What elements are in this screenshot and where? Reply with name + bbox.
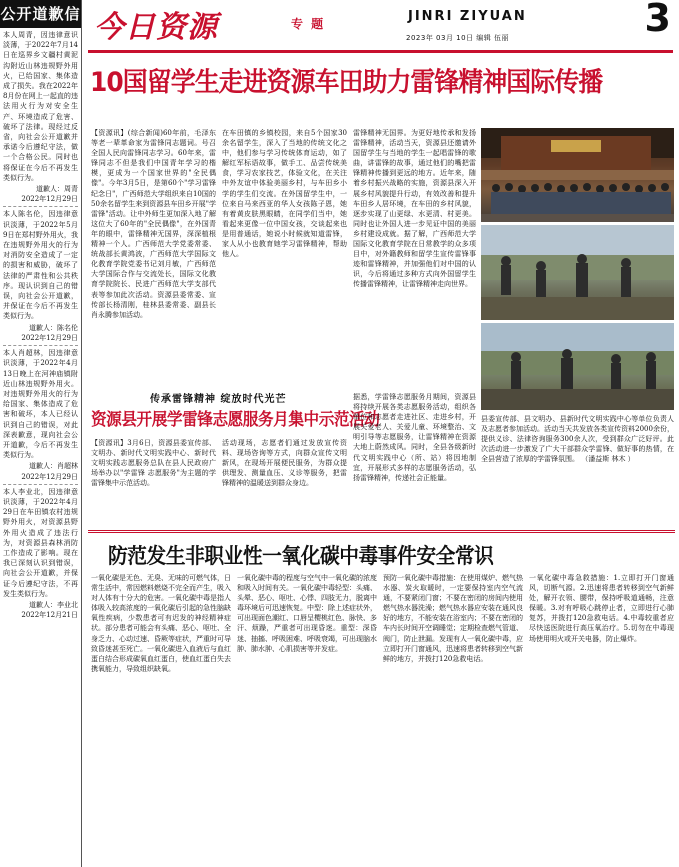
notice-signature: 道歉人：肖超林 (29, 462, 78, 471)
apology-column-header: 公开道歉信 (0, 0, 81, 28)
article1-column: 雷锋精神无国界。为更好地传承和发扬雷锋精神，活动当天，资源县还邀请外国留学生与当地的学生一起唱雷锋的歌曲，讲雷锋的故事，通过他们的嘴把雷锋精神传播到更远的地方。近年来，随着乡村振兴战略的实施，资源县深入开展乡村风貌提升行动，有效改善和提升车田乡人居环境，在车田的乡村风貌，逐步实现了山更绿、水更清、村更美。同时也让外国人进一步见证中国的美丽乡村建设成就。据了解，广西师范大学国际文化教育学院在日常教学的众多项目中，对外籍教师和留学生宣传雷锋事迹和雷锋精神，并加强他们对中国的认识，今后将通过多种方式向外国留学生传播雷锋精神，让雷锋精神走向世界。 (353, 129, 476, 289)
edition-label: 专 题 (291, 17, 326, 31)
article1-column: 在车田镇的乡镇校园，来自5个国家30余名留学生，深入了当地的传统文化之中，他们参与学习传统体育运动，如了解红军标语故事，做手工、品尝传统美食，学习农家技艺，体验文化，在关注中外友谊中体验美丽乡村，与车田乡小学的学生们交流。在外国留学生中，一位来自马来西亚的华人女孩陈子恩，她有着黄皮肤黑眼睛，在同学们当中，她看起来更像一位中国女孩，交谈起来也是用普通话，她说小时候就知道雷锋，家人从小也教育她学习雷锋精神，帮助他人。 (222, 129, 347, 259)
article3-headline: 防范发生非职业性一氧化碳中毒事件安全常识 (108, 544, 494, 568)
article3-column: 一氧化碳中毒的程度与空气中一氧化碳的浓度和吸入时间有关。一氧化碳中毒轻型：头痛、头晕、恶心、呕吐、心悸、四肢无力，脱离中毒环境后可迅速恢复。中型：除上述症状外，可出现面色潮红、口唇呈樱桃红色、脉快、多汗、烦躁，严重者可出现昏迷。重型：深昏迷、抽搐、呼吸困难、呼吸衰竭，可出现脑水肿、肺水肿、心肌损害等并发症。 (237, 574, 377, 653)
notice-text: 本人周青，因违律意识淡薄，于2022年7月14日在巡界乡文疆村黄泥沟附近山林违规野外用火，已给国家、集体造成了损失。我在2022年8月份在网上一起直的违法用火行为对安全生产、环境造成了危害、破坏了法律。现经过反省，向社会公开道歉并承诺今后遵纪守法，做一个合格公民。同时也将保证在今后不再发生类似行为。 (3, 31, 78, 182)
apology-notice (0, 28, 81, 204)
article2-column: 活动现场，志愿者们通过发放宣传资料、现场咨询等方式，向群众宣传文明新风，在现场开展便民服务，为群众提供理发、测量血压、义诊等服务，把雷锋精神的温暖送到群众身边。 (222, 439, 347, 488)
article2-kicker: 传承雷锋精神 绽放时代光芒 (150, 394, 287, 405)
article2-column: 【资源讯】3月6日，资源县委宣传部、文明办、新时代文明实践中心、新时代文明实践志愿服务总队在县人民政府广场举办以"学雷锋 志愿服务"为主题的学雷锋集中示范活动。 (91, 439, 216, 488)
page-number: 3 (644, 0, 671, 40)
notice-signature: 道歉人：李业北 (29, 600, 78, 609)
apology-column (0, 0, 82, 867)
article1-column: 【资源讯】(综合新闻)60年前，毛泽东等老一辈革命家为雷锋同志题词。号召全国人民向雷锋同志学习。60年来，雷锋同志不但是我们中国青年学习的楷模，更成为一个国家世界的"全民偶像"。今年3月5日，是第60个"学习雷锋纪念日"，广西师范大学组织来自10国的50余名留学生来到资源县车田乡开展"学雷锋"活动。让中外师生更加深入地了解这位大了60年的"全民偶像"，在外国青年的眼中，雷锋精神无国界，深深植根精神一个人。广西师范大学党委常委、统战部长黄鸿波，广西师范大学国际文化教育学院党委书记刘月敏，广西师范大学国际合作与交流处长，国际文化教育学院院长、民进广西师范大学支部代表等参加此次活动。资源县委常委、宣传部长杨清刚，桂林县委常委、副县长肖永腾参加活动。 (91, 129, 216, 319)
article2-byline: （潘益斯 林木 ） (581, 455, 635, 464)
notice-text: 本人李业北，因违律意识淡薄，于2022年4月29日在车田镇农村违规野外用火，对资源县野外用火造成了违法行为，对资源县森林消防工作造成了影响。现在我已深刻认识到错误，向社会公开道歉，并保证今后遵纪守法，不再发生类似行为。 (3, 487, 78, 598)
notice-text: 本人肖超林，因违律意识淡薄，于2022年4月13日晚上在河神庙镇附近山林违规野外用火。对违规野外用火的行为给国家、集体造成了危害和破坏，本人已经认识到自己的错误，对此深表歉意，现向社会公开道歉，今后不再发生类似行为。 (3, 349, 78, 460)
article1-headline: 10国留学生走进资源车田助力雷锋精神国际传播 (90, 67, 603, 98)
notice-signature: 道歉人：周青 (36, 185, 78, 194)
notice-date: 2022年12月29日 (21, 195, 78, 204)
paper-pinyin-name: JINRI ZIYUAN (408, 9, 527, 24)
notice-signature: 道歉人：陈名伦 (29, 323, 78, 332)
article2-column-text: 县委宣传部、县文明办、县新时代文明实践中心等单位负责人及志愿者参加活动。活动当天共发放各类宣传资料2000余份，提供义诊、法律咨询服务300余人次，受到群众广泛好评。此次活动进一步激发了广大干部群众学雷锋、做好事的热情，在全县营造了浓厚的学雷锋氛围。 (481, 415, 674, 464)
article3-column: 一氧化碳是无色、无臭、无味的可燃气体，日常生活中，常因燃料燃烧不完全而产生，吸入对人体有十分大的危害。一氧化碳中毒是指人体吸入较高浓度的一氧化碳后引起的急性脑缺氧性疾病，少数患者可有迟发的神经精神症状。部分患者可能会有头痛、恶心、呕吐、全身乏力、心动过速、昏厥等症状，严重时可导致昏迷甚至死亡。一氧化碳进入血液后与血红蛋白结合形成碳氧血红蛋白，使血红蛋白失去携氧能力，导致组织缺氧。 (91, 574, 231, 673)
article3-column: 一氧化碳中毒急救措施：1.立即打开门窗通风，切断气源。2.迅速将患者转移到空气新鲜处，解开衣领、腰带，保持呼吸道通畅，注意保暖。3.对有呼吸心跳停止者，立即进行心肺复苏，并拨打120急救电话。4.中毒较重者应尽快送医院进行高压氧治疗。5.切勿在中毒现场使用明火或开关电器，防止爆炸。 (529, 574, 674, 643)
group-photo-temple (481, 128, 674, 222)
section-divider (88, 530, 675, 533)
students-village-photo (481, 323, 674, 410)
article2-column (481, 414, 674, 464)
notice-date: 2022年12月21日 (21, 611, 78, 620)
masthead-rule (88, 50, 673, 53)
notice-text: 本人陈名伦，因违律意识淡薄，于2022年5月9日在郑村野外用火，我在违规野外用火的行为对消防安全造成了一定的损害和威胁，破坏了法律的严肃性和公共秩序。现认识到自己的错误，向社会公开道歉，并保证在今后不再发生类似行为。 (3, 210, 78, 321)
notice-date: 2022年12月29日 (21, 472, 78, 481)
article2-column: 据悉，学雷锋志愿服务月期间，资源县将持续开展各类志愿服务活动，组织各单位和志愿者走进社区、走进乡村，开展关爱老人、关爱儿童、环境整治、文明引导等志愿服务，让雷锋精神在资源大地上蔚然成风。同时，全县各级新时代文明实践中心（所、站）将因地制宜，开展形式多样的志愿服务活动，弘扬雷锋精神，传递社会正能量。 (353, 393, 476, 482)
article3-column: 预防一氧化碳中毒措施：在使用煤炉、燃气热水器、炭火取暖时，一定要保持室内空气流通，不要紧闭门窗；不要在密闭的房间内使用燃气热水器洗澡；燃气热水器应安装在通风良好的地方，不能安装在浴室内；不要在密闭的车内长时间开空调睡觉；定期检查燃气管道、阀门，防止泄漏。发现有人一氧化碳中毒，应立即打开门窗通风，迅速将患者转移到空气新鲜的地方，并拨打120急救电话。 (383, 574, 523, 663)
apology-notice (0, 346, 81, 482)
newspaper-logo: 今日资源 (94, 10, 218, 45)
notice-date: 2022年12月29日 (21, 333, 78, 342)
masthead (86, 0, 679, 52)
apology-notice (0, 207, 81, 343)
article2-headline: 资源县开展学雷锋志愿服务月集中示范活动 (91, 410, 380, 430)
apology-notice (0, 485, 81, 621)
students-outdoor-photo (481, 225, 674, 320)
issue-date-line: 2023年 03月 10日 编辑 伍丽 (406, 34, 510, 42)
